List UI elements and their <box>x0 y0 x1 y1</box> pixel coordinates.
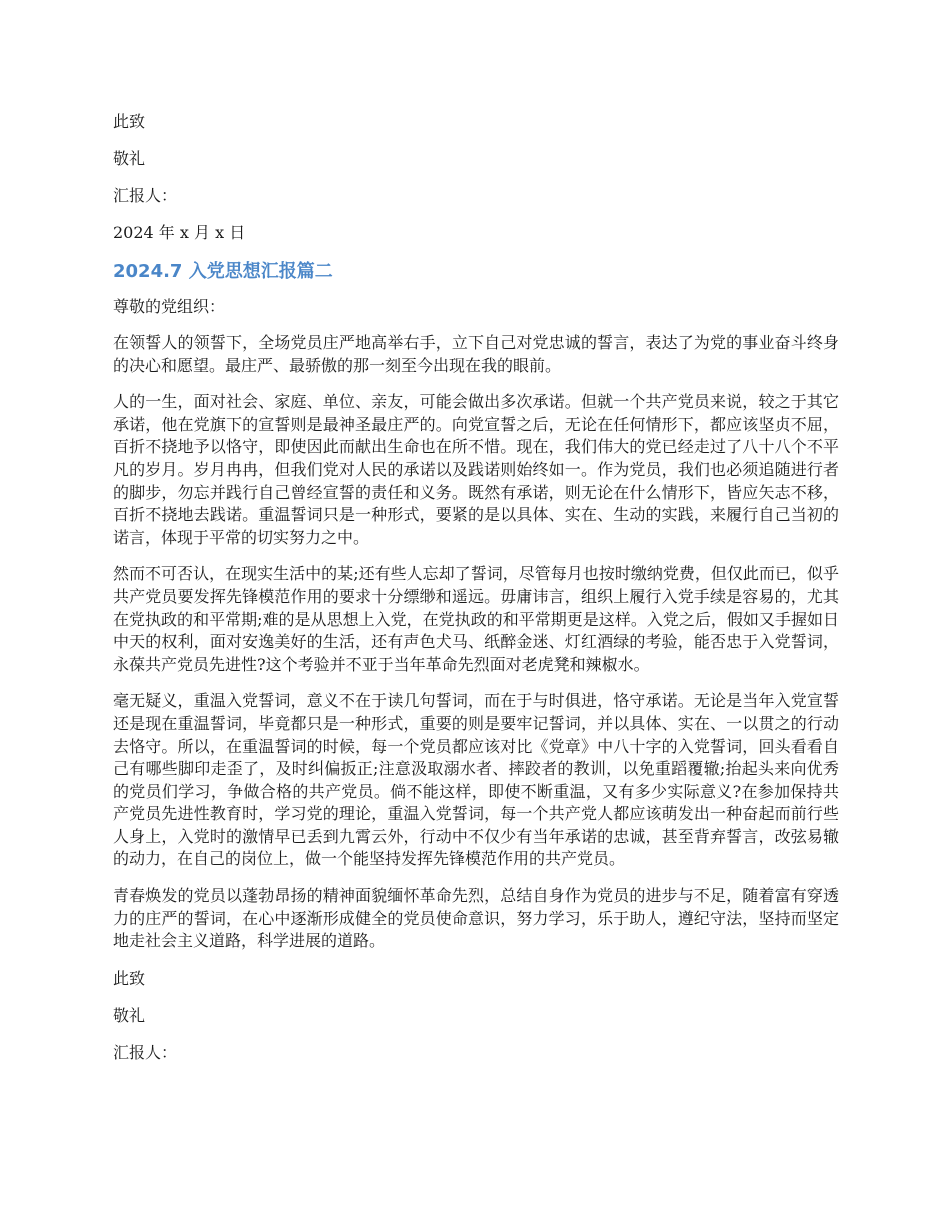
section-heading: 2024.7 入党思想汇报篇二 <box>113 261 333 282</box>
closing-cizhi: 此致 <box>113 112 146 131</box>
body-paragraph-4: 毫无疑义，重温入党誓词，意义不在于读几句誓词，而在于与时俱进，恪守承诺。无论是当年入党宣誓还是现在重温誓词，毕竟都只是一种形式，重要的则是要牢记誓词，并以具体、实在、一以贯之的行动去恪守。所以，在重温誓词的时候，每一个党员都应该对比《党章》中八十字的入党誓词，回头看看自己有哪些脚印走歪了，及时纠偏扳正;注意汲取溺水者、摔跤者的教训，以免重蹈覆辙;抬起头来向优秀的党员们学习，争做合格的共产党员。倘不能这样，即使不断重温，又有多少实际意义?在参加保持共产党员先进性教育时，学习党的理论，重温入党誓词，每一个共产党人都应该萌发出一种奋起而前行些人身上，入党时的激情早已丢到九霄云外，行动中不仅少有当年承诺的忠诚，甚至背弃誓言，改弦易辙的动力，在自己的岗位上，做一个能坚持发挥先锋模范作用的共产党员。 <box>113 691 839 869</box>
body-paragraph-5: 青春焕发的党员以蓬勃昂扬的精神面貌缅怀革命先烈，总结自身作为党员的进步与不足，随着富有穿透力的庄严的誓词，在心中逐渐形成健全的党员使命意识，努力学习，乐于助人，遵纪守法，坚持而坚定地走社会主义道路，科学进展的道路。 <box>113 886 839 951</box>
body-paragraph-1: 在领誓人的领誓下，全场党员庄严地高举右手，立下自己对党忠诚的誓言，表达了为党的事业奋斗终身的决心和愿望。最庄严、最骄傲的那一刻至今出现在我的眼前。 <box>113 333 839 375</box>
closing-date: 2024 年 x 月 x 日 <box>113 223 246 242</box>
body-paragraph-2: 人的一生，面对社会、家庭、单位、亲友，可能会做出多次承诺。但就一个共产党员来说，较之于其它承诺，他在党旗下的宣誓则是最神圣最庄严的。向党宣誓之后，无论在任何情形下，都应该坚贞不屈，百折不挠地予以恪守，即使因此而献出生命也在所不惜。现在，我们伟大的党已经走过了八十八个不平凡的岁月。岁月冉冉，但我们党对人民的承诺以及践诺则始终如一。作为党员，我们也必须追随进行者的脚步，勿忘并践行自己曾经宣誓的责任和义务。既然有承诺，则无论在什么情形下，皆应矢志不移，百折不挠地去践诺。重温誓词只是一种形式，要紧的是以具体、实在、生动的实践，来履行自己当初的诺言，体现于平常的切实努力之中。 <box>113 392 839 547</box>
body-paragraph-3: 然而不可否认，在现实生活中的某;还有些人忘却了誓词，尽管每月也按时缴纳党费，但仅此而已，似乎共产党员要发挥先锋模范作用的要求十分缥缈和遥远。毋庸讳言，组织上履行入党手续是容易的，尤其在党执政的和平常期;难的是从思想上入党，在党执政的和平常期更是这样。入党之后，假如又手握如日中天的权利，面对安逸美好的生活，还有声色犬马、纸醉金迷、灯红酒绿的考验，能否忠于入党誓词，永葆共产党员先进性?这个考验并不亚于当年革命先烈面对老虎凳和辣椒水。 <box>113 564 839 674</box>
bottom-closing-reporter: 汇报人： <box>113 1042 178 1062</box>
bottom-closing-jingli: 敬礼 <box>113 1005 146 1025</box>
closing-jingli: 敬礼 <box>113 149 146 168</box>
salutation: 尊敬的党组织： <box>113 297 226 316</box>
closing-reporter: 汇报人： <box>113 186 178 205</box>
bottom-closing-cizhi: 此致 <box>113 968 146 988</box>
document-page <box>113 110 839 1078</box>
